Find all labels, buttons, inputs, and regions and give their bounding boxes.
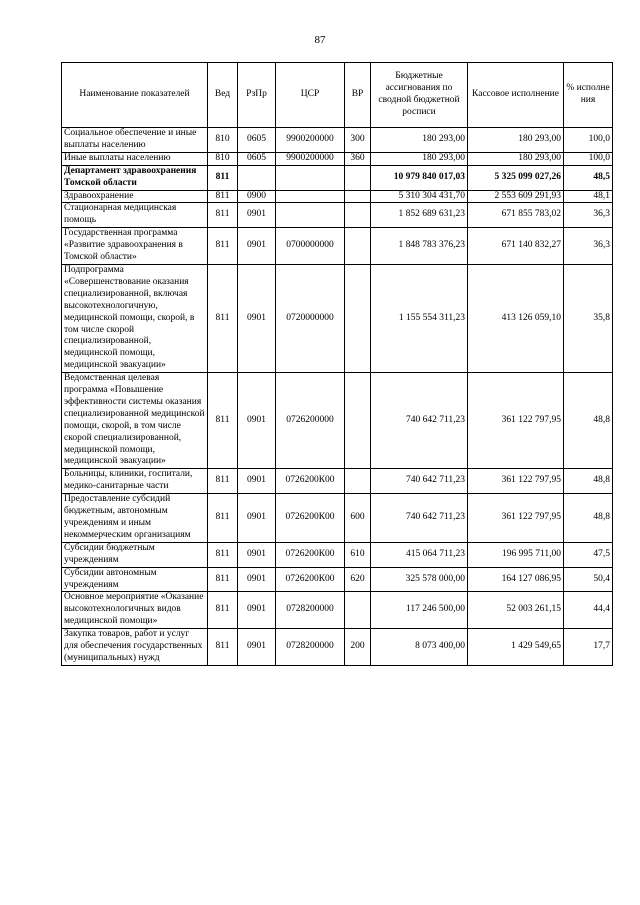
table-row bbox=[62, 228, 613, 265]
cell-vr: 610 bbox=[345, 542, 371, 567]
cell-budget: 10 979 840 017,03 bbox=[371, 165, 468, 190]
cell-rzpr: 0901 bbox=[238, 494, 276, 543]
cell-name: Социальное обеспечение и иные выплаты населению bbox=[62, 128, 208, 153]
cell-budget: 117 246 500,00 bbox=[371, 592, 468, 629]
table-row bbox=[62, 190, 613, 203]
cell-csr: 0700000000 bbox=[276, 228, 345, 265]
table-row bbox=[62, 152, 613, 165]
cell-name: Субсидии бюджетным учреждениям bbox=[62, 542, 208, 567]
cell-cash: 2 553 609 291,93 bbox=[468, 190, 564, 203]
cell-cash: 671 855 783,02 bbox=[468, 203, 564, 228]
cell-rzpr: 0901 bbox=[238, 629, 276, 666]
cell-percent: 48,8 bbox=[564, 469, 613, 494]
cell-name: Закупка товаров, работ и услуг для обеспечения государственных (муниципальных) нужд bbox=[62, 629, 208, 666]
cell-csr: 0726200000 bbox=[276, 373, 345, 469]
cell-cash: 196 995 711,00 bbox=[468, 542, 564, 567]
cell-cash: 164 127 086,95 bbox=[468, 567, 564, 592]
cell-budget: 180 293,00 bbox=[371, 128, 468, 153]
cell-rzpr: 0901 bbox=[238, 567, 276, 592]
cell-name: Основное мероприятие «Оказание высокотехнологичных видов медицинской помощи» bbox=[62, 592, 208, 629]
cell-ved: 811 bbox=[208, 567, 238, 592]
header-ved: Вед bbox=[208, 63, 238, 128]
header-cash: Кассовое исполнение bbox=[468, 63, 564, 128]
cell-vr: 300 bbox=[345, 128, 371, 153]
cell-ved: 811 bbox=[208, 203, 238, 228]
cell-percent: 100,0 bbox=[564, 128, 613, 153]
cell-rzpr bbox=[238, 165, 276, 190]
cell-csr: 9900200000 bbox=[276, 128, 345, 153]
cell-name: Субсидии автономным учреждениям bbox=[62, 567, 208, 592]
cell-ved: 811 bbox=[208, 542, 238, 567]
cell-csr: 0728200000 bbox=[276, 629, 345, 666]
cell-cash: 671 140 832,27 bbox=[468, 228, 564, 265]
cell-budget: 415 064 711,23 bbox=[371, 542, 468, 567]
table-row bbox=[62, 629, 613, 666]
cell-budget: 325 578 000,00 bbox=[371, 567, 468, 592]
cell-budget: 740 642 711,23 bbox=[371, 494, 468, 543]
cell-percent: 48,1 bbox=[564, 190, 613, 203]
cell-budget: 1 852 689 631,23 bbox=[371, 203, 468, 228]
cell-percent: 50,4 bbox=[564, 567, 613, 592]
cell-rzpr: 0901 bbox=[238, 228, 276, 265]
cell-budget: 1 848 783 376,23 bbox=[371, 228, 468, 265]
cell-cash: 1 429 549,65 bbox=[468, 629, 564, 666]
cell-ved: 811 bbox=[208, 264, 238, 372]
cell-rzpr: 0901 bbox=[238, 592, 276, 629]
cell-budget: 5 310 304 431,70 bbox=[371, 190, 468, 203]
cell-vr bbox=[345, 165, 371, 190]
header-vr: ВР bbox=[345, 63, 371, 128]
cell-vr bbox=[345, 264, 371, 372]
cell-csr bbox=[276, 203, 345, 228]
table-body bbox=[62, 128, 613, 666]
cell-ved: 811 bbox=[208, 469, 238, 494]
cell-ved: 811 bbox=[208, 494, 238, 543]
cell-vr: 620 bbox=[345, 567, 371, 592]
cell-budget: 180 293,00 bbox=[371, 152, 468, 165]
cell-rzpr: 0605 bbox=[238, 152, 276, 165]
cell-percent: 48,8 bbox=[564, 494, 613, 543]
header-rzpr: РзПр bbox=[238, 63, 276, 128]
cell-vr bbox=[345, 228, 371, 265]
cell-csr: 0728200000 bbox=[276, 592, 345, 629]
cell-ved: 811 bbox=[208, 190, 238, 203]
table-row bbox=[62, 469, 613, 494]
cell-name: Ведомственная целевая программа «Повышение эффективности системы оказания специализированной медицинской помощи, скорой, в том числе скорой специализированной, медицинской помощи, медицинской эвакуации» bbox=[62, 373, 208, 469]
cell-name: Иные выплаты населению bbox=[62, 152, 208, 165]
cell-vr bbox=[345, 190, 371, 203]
cell-rzpr: 0901 bbox=[238, 373, 276, 469]
cell-rzpr: 0901 bbox=[238, 203, 276, 228]
cell-cash: 5 325 099 027,26 bbox=[468, 165, 564, 190]
cell-cash: 361 122 797,95 bbox=[468, 469, 564, 494]
cell-name: Департамент здравоохранения Томской области bbox=[62, 165, 208, 190]
cell-name: Больницы, клиники, госпитали, медико-санитарные части bbox=[62, 469, 208, 494]
cell-cash: 180 293,00 bbox=[468, 128, 564, 153]
cell-percent: 48,8 bbox=[564, 373, 613, 469]
table-header-row bbox=[62, 63, 613, 128]
cell-csr: 9900200000 bbox=[276, 152, 345, 165]
cell-cash: 180 293,00 bbox=[468, 152, 564, 165]
cell-percent: 100,0 bbox=[564, 152, 613, 165]
table-row bbox=[62, 592, 613, 629]
cell-percent: 44,4 bbox=[564, 592, 613, 629]
budget-execution-table bbox=[61, 62, 613, 666]
cell-ved: 811 bbox=[208, 228, 238, 265]
cell-cash: 361 122 797,95 bbox=[468, 373, 564, 469]
cell-name: Стационарная медицинская помощь bbox=[62, 203, 208, 228]
cell-ved: 811 bbox=[208, 373, 238, 469]
cell-rzpr: 0901 bbox=[238, 469, 276, 494]
cell-vr bbox=[345, 203, 371, 228]
page-number: 87 bbox=[314, 34, 326, 46]
cell-rzpr: 0605 bbox=[238, 128, 276, 153]
cell-vr bbox=[345, 373, 371, 469]
cell-vr bbox=[345, 469, 371, 494]
cell-name: Предоставление субсидий бюджетным, автономным учреждениям и иным некоммерческим организациям bbox=[62, 494, 208, 543]
cell-percent: 47,5 bbox=[564, 542, 613, 567]
cell-vr: 600 bbox=[345, 494, 371, 543]
cell-csr: 0726200К00 bbox=[276, 469, 345, 494]
cell-cash: 361 122 797,95 bbox=[468, 494, 564, 543]
header-percent: % исполне ния bbox=[564, 63, 613, 128]
cell-ved: 811 bbox=[208, 165, 238, 190]
cell-percent: 35,8 bbox=[564, 264, 613, 372]
header-name: Наименование показателей bbox=[62, 63, 208, 128]
cell-csr: 0726200К00 bbox=[276, 567, 345, 592]
cell-percent: 17,7 bbox=[564, 629, 613, 666]
cell-csr: 0726200К00 bbox=[276, 542, 345, 567]
cell-budget: 740 642 711,23 bbox=[371, 373, 468, 469]
cell-percent: 36,3 bbox=[564, 228, 613, 265]
table-row bbox=[62, 567, 613, 592]
cell-csr: 0720000000 bbox=[276, 264, 345, 372]
cell-ved: 811 bbox=[208, 629, 238, 666]
cell-ved: 811 bbox=[208, 592, 238, 629]
table-row bbox=[62, 494, 613, 543]
table-row bbox=[62, 128, 613, 153]
cell-rzpr: 0901 bbox=[238, 542, 276, 567]
cell-ved: 810 bbox=[208, 128, 238, 153]
table-row bbox=[62, 203, 613, 228]
cell-budget: 8 073 400,00 bbox=[371, 629, 468, 666]
cell-percent: 48,5 bbox=[564, 165, 613, 190]
cell-percent: 36,3 bbox=[564, 203, 613, 228]
cell-ved: 810 bbox=[208, 152, 238, 165]
cell-csr bbox=[276, 165, 345, 190]
table-row bbox=[62, 264, 613, 372]
cell-vr: 360 bbox=[345, 152, 371, 165]
header-budget: Бюджетные ассигнования по сводной бюджетной росписи bbox=[371, 63, 468, 128]
table-row bbox=[62, 373, 613, 469]
cell-rzpr: 0901 bbox=[238, 264, 276, 372]
table-row bbox=[62, 165, 613, 190]
cell-csr bbox=[276, 190, 345, 203]
cell-vr: 200 bbox=[345, 629, 371, 666]
cell-vr bbox=[345, 592, 371, 629]
cell-name: Здравоохранение bbox=[62, 190, 208, 203]
table-row bbox=[62, 542, 613, 567]
cell-name: Государственная программа «Развитие здравоохранения в Томской области» bbox=[62, 228, 208, 265]
cell-name: Подпрограмма «Совершенствование оказания специализированной, включая высокотехнологичную, медицинской помощи, скорой, в том числе скорой специализированной, медицинской помощи, медицинской эвакуации» bbox=[62, 264, 208, 372]
cell-cash: 413 126 059,10 bbox=[468, 264, 564, 372]
cell-cash: 52 003 261,15 bbox=[468, 592, 564, 629]
cell-budget: 1 155 554 311,23 bbox=[371, 264, 468, 372]
header-csr: ЦСР bbox=[276, 63, 345, 128]
cell-csr: 0726200К00 bbox=[276, 494, 345, 543]
cell-rzpr: 0900 bbox=[238, 190, 276, 203]
cell-budget: 740 642 711,23 bbox=[371, 469, 468, 494]
